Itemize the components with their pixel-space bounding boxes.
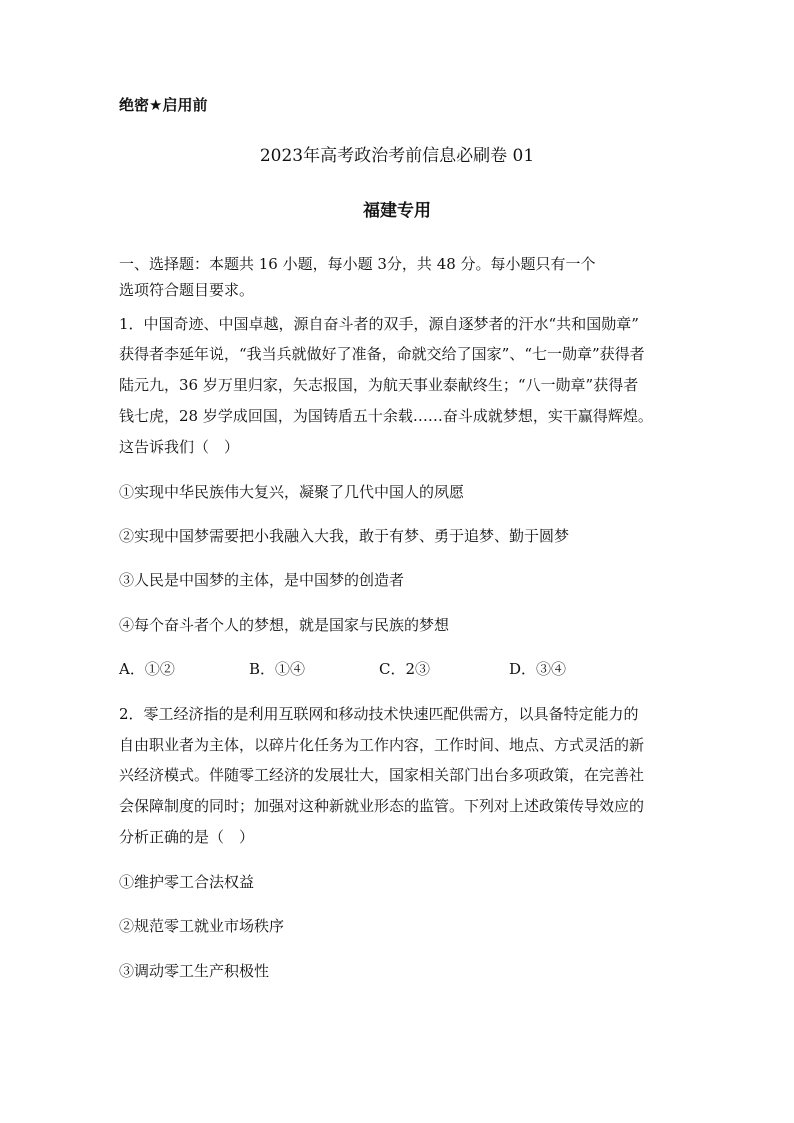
q1-answer-options [119, 662, 639, 677]
q1-statement: ④每个奋斗者个人的梦想，就是国家与民族的梦想 [119, 616, 450, 634]
section-instruction-line-2: 选项符合题目要求。 [119, 281, 255, 299]
q1-option-c[interactable]: C．2③ [379, 660, 431, 678]
q2-statement: ①维护零工合法权益 [119, 873, 255, 891]
q1-stem-line: 获得者李延年说，“我当兵就做好了准备，命就交给了国家”、“七一勋章”获得者 [119, 345, 645, 363]
q1-statement: ①实现中华民族伟大复兴，凝聚了几代中国人的夙愿 [119, 483, 465, 501]
q1-option-d[interactable]: D．③④ [509, 660, 567, 678]
q1-stem-line: 陆元九，36 岁万里归家，矢志报国，为航天事业泰献终生；“八一勋章”获得者 [119, 376, 639, 394]
confidential-label: 绝密★启用前 [119, 96, 208, 114]
section-instruction-line-1: 一、选择题：本题共 16 小题，每小题 3分，共 48 分。每小题只有一个 [119, 255, 596, 273]
q1-stem-line: 钱七虎，28 岁学成回国，为国铸盾五十余载……奋斗成就梦想，实干赢得辉煌。 [119, 407, 653, 425]
exam-title: 2023年高考政治考前信息必刷卷 01 [259, 146, 535, 166]
q2-stem-line: 2．零工经济指的是利用互联网和移动技术快速匹配供需方，以具备特定能力的 [119, 705, 639, 723]
q2-statement: ②规范零工就业市场秩序 [119, 917, 285, 935]
q2-statement: ③调动零工生产积极性 [119, 962, 270, 980]
q1-option-b[interactable]: B．①④ [249, 660, 306, 678]
q1-statement: ③人民是中国梦的主体，是中国梦的创造者 [119, 571, 405, 589]
exam-subtitle: 福建专用 [363, 201, 431, 221]
q1-stem-line: 这告诉我们（ ） [119, 438, 240, 456]
q1-stem-line: 1．中国奇迹、中国卓越，源自奋斗者的双手，源自逐梦者的汗水“共和国勋章” [119, 315, 639, 333]
q2-stem-line: 分析正确的是（ ） [119, 828, 255, 846]
q2-stem-line: 自由职业者为主体，以碎片化任务为工作内容，工作时间、地点、方式灵活的新 [119, 736, 645, 754]
q2-stem-line: 兴经济模式。伴随零工经济的发展壮大，国家相关部门出台多项政策，在完善社 [119, 766, 645, 784]
q1-option-a[interactable]: A．①② [119, 660, 175, 678]
q1-statement: ②实现中国梦需要把小我融入大我，敢于有梦、勇于追梦、勤于圆梦 [119, 527, 570, 545]
q2-stem-line: 会保障制度的同时；加强对这种新就业形态的监管。下列对上述政策传导效应的 [119, 797, 645, 815]
